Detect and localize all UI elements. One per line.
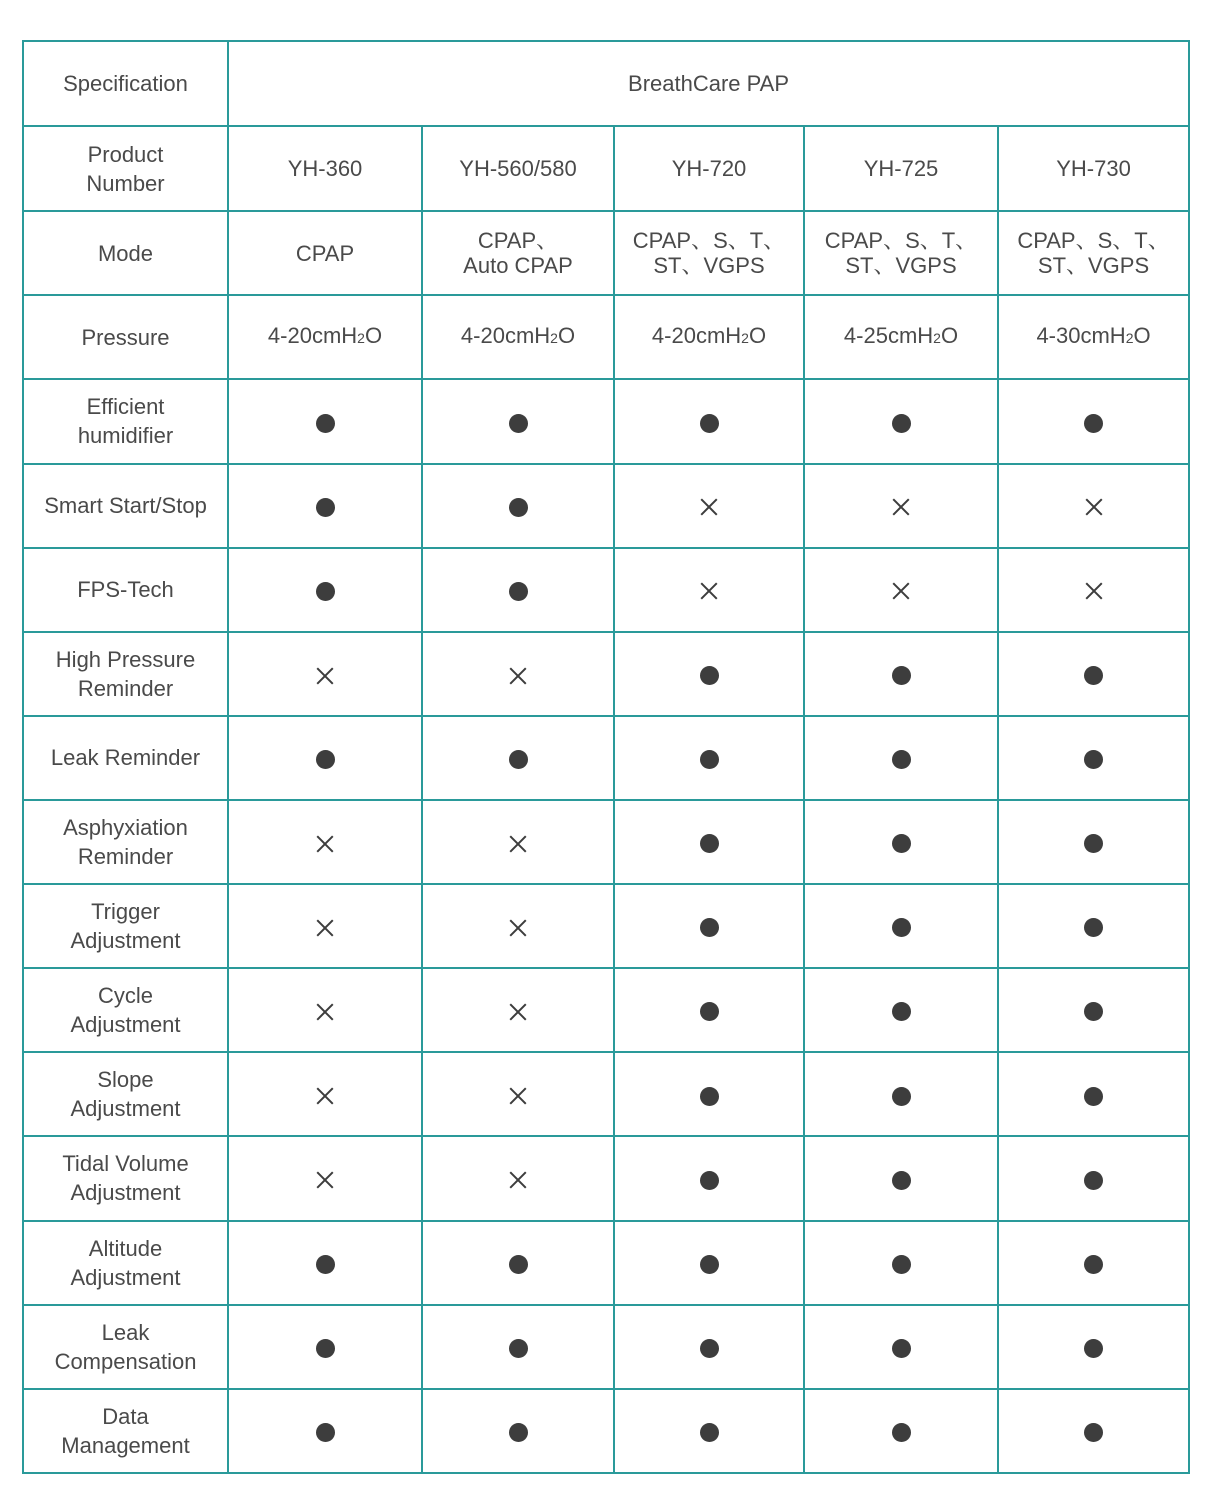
filled-dot-icon — [316, 750, 335, 769]
feature-support-cell — [998, 968, 1189, 1052]
feature-support-cell — [228, 716, 422, 800]
filled-dot-icon — [316, 582, 335, 601]
pressure-subscript: 2 — [1125, 330, 1134, 347]
pressure-subscript: 2 — [741, 330, 749, 347]
filled-dot-icon — [700, 918, 719, 937]
filled-dot-icon — [700, 666, 719, 685]
cross-icon — [1085, 498, 1103, 516]
filled-dot-icon — [509, 750, 528, 769]
feature-support-cell — [998, 1305, 1189, 1389]
pressure-unit-tail: O — [940, 323, 959, 349]
feature-support-cell — [804, 1389, 998, 1473]
filled-dot-icon — [509, 1255, 528, 1274]
filled-dot-icon — [509, 498, 528, 517]
feature-support-cell — [804, 716, 998, 800]
product-number-cell: YH-560/580 — [422, 126, 614, 211]
feature-support-cell — [422, 1136, 614, 1220]
pressure-unit-tail: O — [748, 323, 767, 349]
pressure-range: 4-20cmH — [651, 323, 742, 349]
filled-dot-icon — [892, 1087, 911, 1106]
cross-icon — [316, 667, 334, 685]
cross-icon — [509, 667, 527, 685]
pressure-unit-tail: O — [364, 323, 383, 349]
filled-dot-icon — [700, 1339, 719, 1358]
filled-dot-icon — [892, 834, 911, 853]
mode-cell: CPAP、S、T、 ST、VGPS — [998, 211, 1189, 295]
filled-dot-icon — [892, 1339, 911, 1358]
feature-row — [23, 548, 1189, 632]
product-number-cell: YH-730 — [998, 126, 1189, 211]
feature-row — [23, 968, 1189, 1052]
filled-dot-icon — [892, 1255, 911, 1274]
feature-support-cell — [614, 379, 804, 463]
feature-label: Asphyxiation Reminder — [23, 800, 228, 884]
mode-cell: CPAP — [228, 211, 422, 295]
filled-dot-icon — [509, 582, 528, 601]
feature-label: Leak Compensation — [23, 1305, 228, 1389]
filled-dot-icon — [700, 1171, 719, 1190]
cross-icon — [316, 835, 334, 853]
cross-icon — [700, 582, 718, 600]
feature-support-cell — [804, 464, 998, 548]
feature-label: Cycle Adjustment — [23, 968, 228, 1052]
feature-support-cell — [422, 464, 614, 548]
pressure-cell — [614, 295, 804, 379]
feature-support-cell — [228, 379, 422, 463]
feature-support-cell — [614, 884, 804, 968]
cross-icon — [892, 582, 910, 600]
feature-support-cell — [228, 1305, 422, 1389]
filled-dot-icon — [892, 414, 911, 433]
feature-support-cell — [804, 968, 998, 1052]
pressure-subscript: 2 — [357, 330, 365, 347]
feature-row — [23, 884, 1189, 968]
feature-support-cell — [228, 464, 422, 548]
cross-icon — [1085, 582, 1103, 600]
product-number-row — [23, 126, 1189, 211]
filled-dot-icon — [1084, 414, 1103, 433]
pressure-range: 4-30cmH — [1036, 323, 1126, 349]
feature-support-cell — [804, 1305, 998, 1389]
feature-row — [23, 800, 1189, 884]
feature-support-cell — [614, 464, 804, 548]
cross-icon — [316, 919, 334, 937]
feature-row — [23, 716, 1189, 800]
pressure-cell — [422, 295, 614, 379]
filled-dot-icon — [1084, 1002, 1103, 1021]
feature-support-cell — [614, 968, 804, 1052]
filled-dot-icon — [700, 1002, 719, 1021]
filled-dot-icon — [1084, 750, 1103, 769]
feature-support-cell — [422, 1221, 614, 1305]
feature-support-cell — [804, 379, 998, 463]
feature-support-cell — [998, 1052, 1189, 1136]
pressure-unit-tail: O — [557, 323, 576, 349]
pressure-range: 4-25cmH — [843, 323, 934, 349]
brand-header-cell: BreathCare PAP — [228, 41, 1189, 126]
feature-support-cell — [614, 800, 804, 884]
mode-cell: CPAP、S、T、 ST、VGPS — [804, 211, 998, 295]
feature-support-cell — [228, 1221, 422, 1305]
feature-support-cell — [228, 632, 422, 716]
cross-icon — [700, 498, 718, 516]
cross-icon — [316, 1171, 334, 1189]
feature-support-cell — [228, 884, 422, 968]
filled-dot-icon — [700, 834, 719, 853]
feature-support-cell — [614, 716, 804, 800]
feature-support-cell — [614, 1389, 804, 1473]
mode-row — [23, 211, 1189, 295]
filled-dot-icon — [700, 750, 719, 769]
filled-dot-icon — [700, 1255, 719, 1274]
feature-support-cell — [422, 632, 614, 716]
feature-support-cell — [614, 1136, 804, 1220]
filled-dot-icon — [892, 1171, 911, 1190]
feature-row — [23, 379, 1189, 463]
filled-dot-icon — [509, 1339, 528, 1358]
feature-support-cell — [804, 800, 998, 884]
feature-label: High Pressure Reminder — [23, 632, 228, 716]
feature-support-cell — [422, 548, 614, 632]
filled-dot-icon — [1084, 1087, 1103, 1106]
filled-dot-icon — [1084, 1339, 1103, 1358]
feature-support-cell — [422, 1389, 614, 1473]
feature-support-cell — [228, 1136, 422, 1220]
feature-row — [23, 464, 1189, 548]
feature-support-cell — [614, 548, 804, 632]
feature-row — [23, 1389, 1189, 1473]
filled-dot-icon — [1084, 1255, 1103, 1274]
feature-support-cell — [614, 1305, 804, 1389]
filled-dot-icon — [1084, 918, 1103, 937]
feature-support-cell — [422, 1052, 614, 1136]
cross-icon — [509, 835, 527, 853]
feature-label: Trigger Adjustment — [23, 884, 228, 968]
row-label: Product Number — [23, 126, 228, 211]
pressure-unit-tail: O — [1133, 323, 1151, 349]
filled-dot-icon — [316, 498, 335, 517]
filled-dot-icon — [316, 414, 335, 433]
filled-dot-icon — [892, 1002, 911, 1021]
product-number-cell: YH-725 — [804, 126, 998, 211]
filled-dot-icon — [1084, 666, 1103, 685]
cross-icon — [509, 919, 527, 937]
filled-dot-icon — [892, 750, 911, 769]
filled-dot-icon — [1084, 1171, 1103, 1190]
feature-support-cell — [228, 548, 422, 632]
product-number-cell: YH-360 — [228, 126, 422, 211]
feature-support-cell — [804, 1052, 998, 1136]
pressure-range: 4-20cmH — [267, 323, 358, 349]
pressure-subscript: 2 — [933, 330, 941, 347]
pressure-subscript: 2 — [550, 330, 558, 347]
feature-row — [23, 1136, 1189, 1220]
pressure-cell — [804, 295, 998, 379]
pressure-row — [23, 295, 1189, 379]
feature-label: Tidal Volume Adjustment — [23, 1136, 228, 1220]
filled-dot-icon — [892, 1423, 911, 1442]
cross-icon — [509, 1171, 527, 1189]
feature-support-cell — [804, 884, 998, 968]
feature-support-cell — [998, 884, 1189, 968]
cross-icon — [316, 1087, 334, 1105]
filled-dot-icon — [700, 1087, 719, 1106]
filled-dot-icon — [316, 1423, 335, 1442]
feature-support-cell — [422, 716, 614, 800]
feature-row — [23, 1221, 1189, 1305]
feature-support-cell — [422, 1305, 614, 1389]
feature-support-cell — [998, 800, 1189, 884]
feature-support-cell — [998, 1136, 1189, 1220]
feature-support-cell — [998, 1221, 1189, 1305]
filled-dot-icon — [509, 414, 528, 433]
feature-row — [23, 1052, 1189, 1136]
filled-dot-icon — [509, 1423, 528, 1442]
feature-label: Efficient humidifier — [23, 379, 228, 463]
feature-row — [23, 632, 1189, 716]
mode-cell: CPAP、S、T、 ST、VGPS — [614, 211, 804, 295]
feature-label: FPS-Tech — [23, 548, 228, 632]
pressure-range: 4-20cmH — [460, 323, 551, 349]
spec-header-cell: Specification — [23, 41, 228, 126]
cross-icon — [316, 1003, 334, 1021]
row-label: Mode — [23, 211, 228, 295]
feature-support-cell — [228, 968, 422, 1052]
feature-support-cell — [422, 968, 614, 1052]
feature-support-cell — [422, 379, 614, 463]
filled-dot-icon — [1084, 834, 1103, 853]
feature-support-cell — [998, 548, 1189, 632]
pressure-cell — [228, 295, 422, 379]
feature-support-cell — [804, 1136, 998, 1220]
feature-label: Leak Reminder — [23, 716, 228, 800]
cross-icon — [892, 498, 910, 516]
pressure-cell — [998, 295, 1189, 379]
feature-support-cell — [998, 379, 1189, 463]
feature-support-cell — [998, 716, 1189, 800]
feature-support-cell — [804, 548, 998, 632]
feature-support-cell — [804, 632, 998, 716]
spec-table — [22, 40, 1190, 1474]
feature-support-cell — [804, 1221, 998, 1305]
filled-dot-icon — [700, 1423, 719, 1442]
feature-support-cell — [422, 800, 614, 884]
feature-support-cell — [614, 632, 804, 716]
feature-label: Smart Start/Stop — [23, 464, 228, 548]
feature-support-cell — [228, 800, 422, 884]
feature-support-cell — [614, 1221, 804, 1305]
filled-dot-icon — [1084, 1423, 1103, 1442]
filled-dot-icon — [892, 918, 911, 937]
mode-cell: CPAP、 Auto CPAP — [422, 211, 614, 295]
feature-label: Altitude Adjustment — [23, 1221, 228, 1305]
feature-support-cell — [998, 464, 1189, 548]
feature-support-cell — [998, 1389, 1189, 1473]
feature-support-cell — [228, 1389, 422, 1473]
feature-support-cell — [422, 884, 614, 968]
feature-support-cell — [614, 1052, 804, 1136]
feature-label: Data Management — [23, 1389, 228, 1473]
cross-icon — [509, 1087, 527, 1105]
feature-support-cell — [998, 632, 1189, 716]
filled-dot-icon — [700, 414, 719, 433]
filled-dot-icon — [316, 1255, 335, 1274]
filled-dot-icon — [316, 1339, 335, 1358]
product-number-cell: YH-720 — [614, 126, 804, 211]
feature-label: Slope Adjustment — [23, 1052, 228, 1136]
feature-support-cell — [228, 1052, 422, 1136]
row-label: Pressure — [23, 295, 228, 379]
header-row — [23, 41, 1189, 126]
cross-icon — [509, 1003, 527, 1021]
feature-row — [23, 1305, 1189, 1389]
filled-dot-icon — [892, 666, 911, 685]
